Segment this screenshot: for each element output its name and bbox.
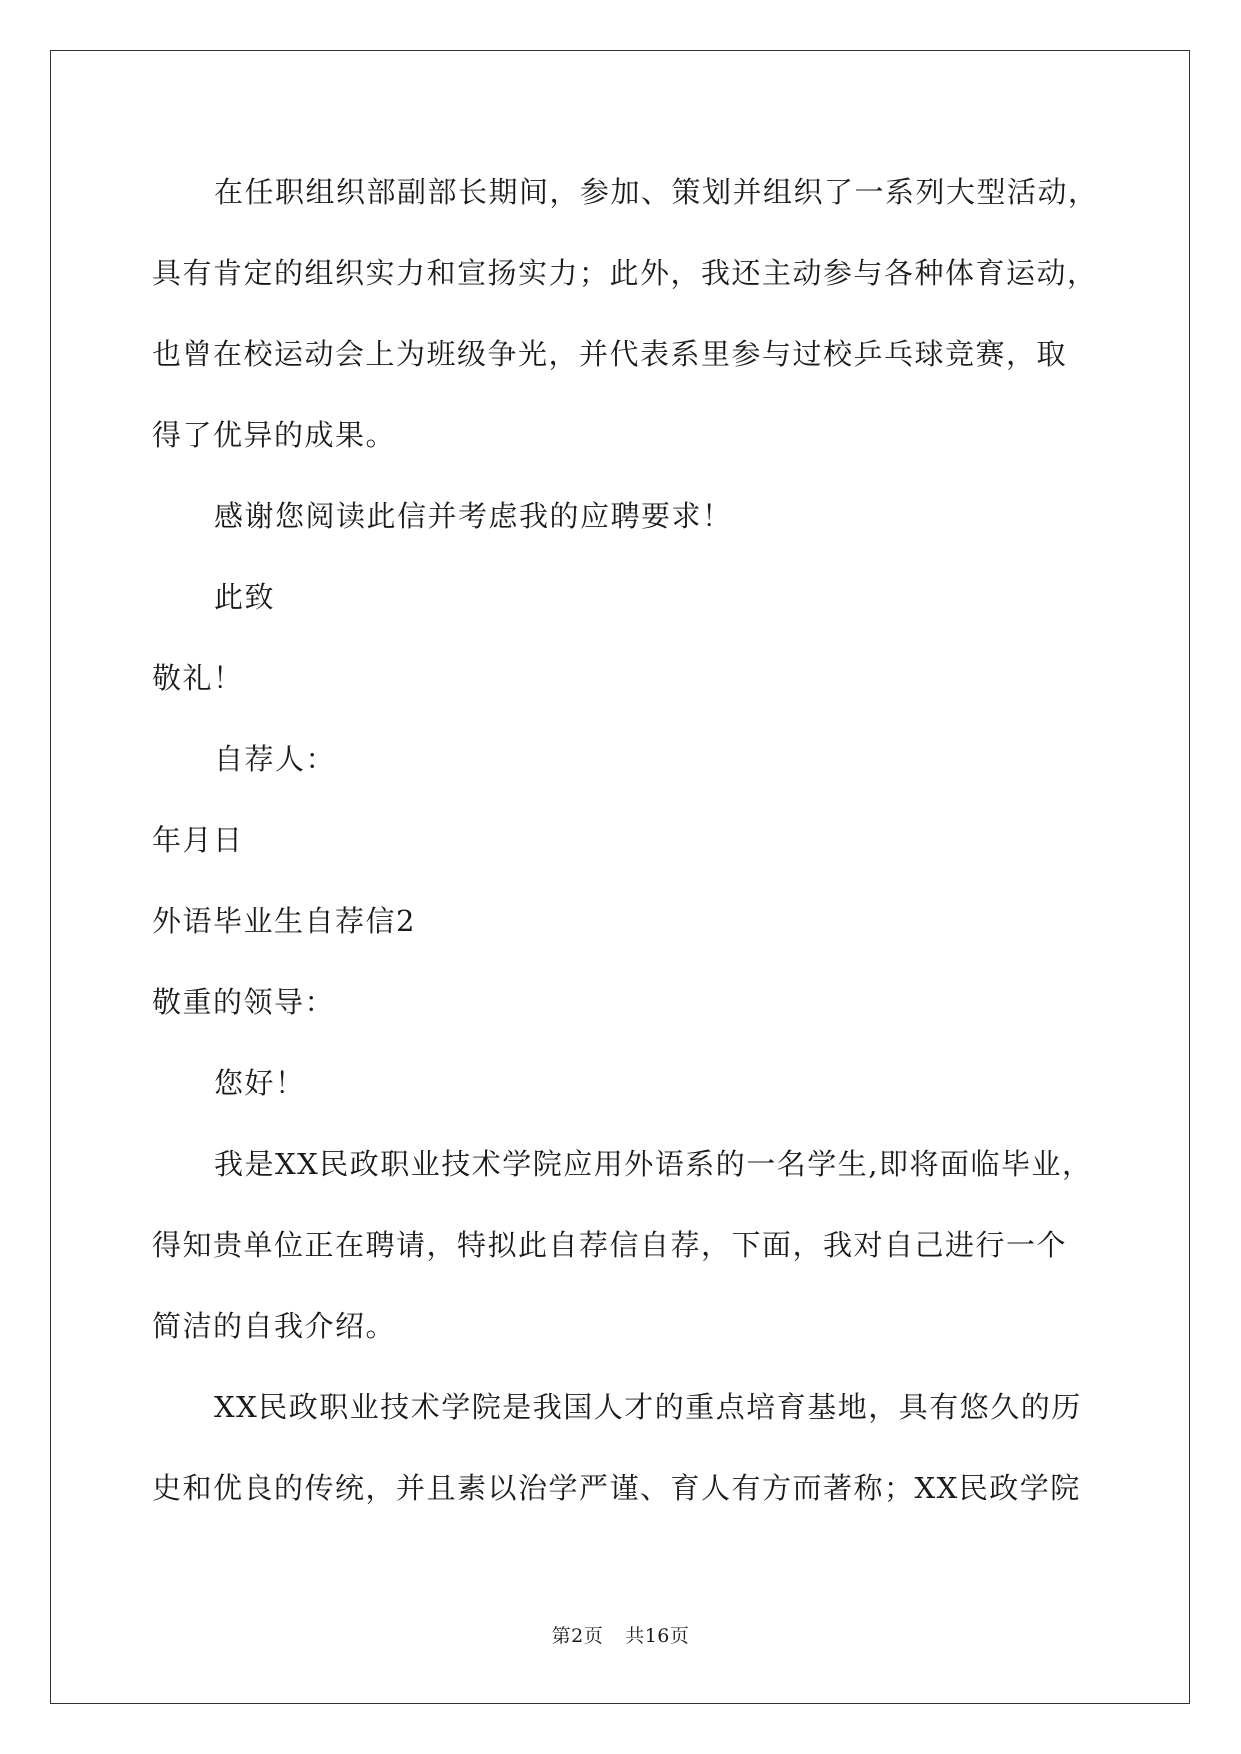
paragraph-line: 得了优异的成果。 bbox=[152, 418, 397, 452]
page-footer bbox=[0, 1624, 1241, 1648]
page-border bbox=[50, 50, 1190, 1704]
page-number: 第2页 bbox=[551, 1625, 604, 1647]
page-total: 共16页 bbox=[625, 1625, 690, 1647]
closing-salutation: 此致 bbox=[214, 580, 276, 614]
section-title: 外语毕业生自荐信2 bbox=[152, 904, 416, 938]
paragraph-line: 具有肯定的组织实力和宣扬实力；此外，我还主动参与各种体育运动， bbox=[152, 256, 1098, 290]
paragraph-line: 我是XX民政职业技术学院应用外语系的一名学生,即将面临毕业， bbox=[214, 1147, 1093, 1181]
paragraph-line: 史和优良的传统，并且素以治学严谨、育人有方而著称；XX民政学院 bbox=[152, 1471, 1081, 1505]
paragraph-line: XX民政职业技术学院是我国人才的重点培育基地，具有悠久的历 bbox=[214, 1390, 1082, 1424]
greeting-hello: 您好！ bbox=[214, 1066, 306, 1100]
paragraph-line: 简洁的自我介绍。 bbox=[152, 1309, 397, 1343]
paragraph-line: 也曾在校运动会上为班级争光，并代表系里参与过校乒乓球竞赛，取 bbox=[152, 337, 1068, 371]
date-line: 年月日 bbox=[152, 823, 244, 857]
paragraph-line: 感谢您阅读此信并考虑我的应聘要求！ bbox=[214, 499, 733, 533]
paragraph-line: 得知贵单位正在聘请，特拟此自荐信自荐，下面，我对自己进行一个 bbox=[152, 1228, 1068, 1262]
signature-label: 自荐人： bbox=[214, 742, 337, 776]
greeting: 敬重的领导： bbox=[152, 985, 336, 1019]
paragraph-line: 在任职组织部副部长期间，参加、策划并组织了一系列大型活动， bbox=[214, 175, 1099, 209]
closing-regards: 敬礼！ bbox=[152, 661, 244, 695]
